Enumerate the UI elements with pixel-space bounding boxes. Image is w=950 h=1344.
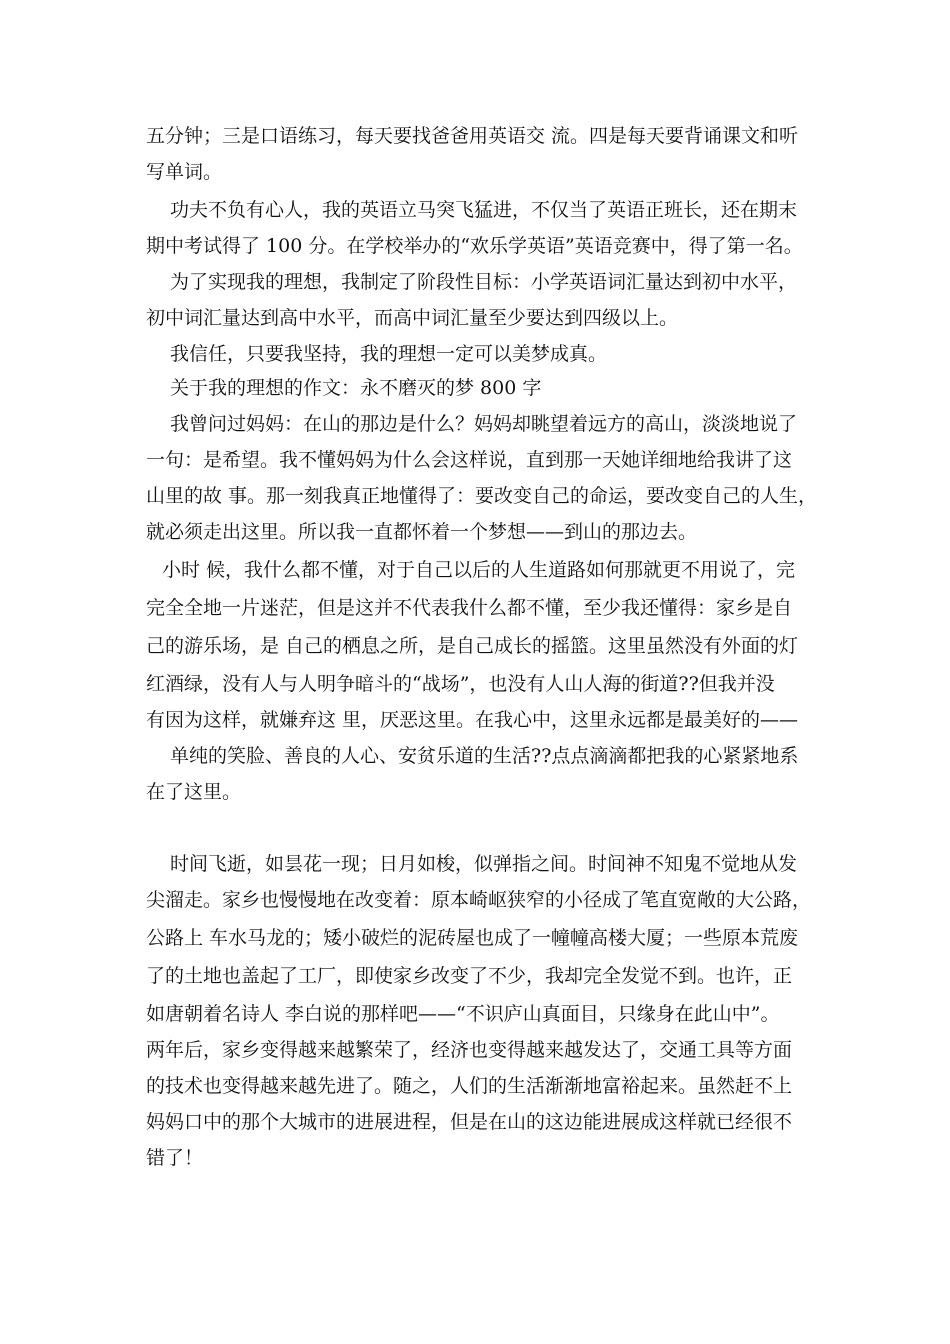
text-line: 期中考试得了 100 分。在学校举办的“欢乐学英语”英语竞赛中，得了第一名。 bbox=[146, 235, 803, 257]
text-line: 妈妈口中的那个大城市的进展进程，但是在山的这边能进展成这样就已经很不 bbox=[146, 1111, 793, 1133]
text-line: 在了这里。 bbox=[146, 781, 242, 803]
text-line: 己的游乐场，是 自己的栖息之所，是自己成长的摇篮。这里虽然没有外面的灯 bbox=[146, 635, 799, 657]
text-line: 关于我的理想的作文：永不磨灭的梦 800 字 bbox=[170, 377, 542, 399]
text-line: 公路上 车水马龙的；矮小破烂的泥砖屋也成了一幢幢高楼大厦；一些原本荒废 bbox=[146, 927, 799, 949]
text-line: 我曾问过妈妈：在山的那边是什么？妈妈却眺望着远方的高山，淡淡地说了 bbox=[170, 413, 798, 435]
text-line: 初中词汇量达到高中水平，而高中词汇量至少要达到四级以上。 bbox=[146, 307, 679, 329]
text-line: 五分钟；三是口语练习，每天要找爸爸用英语交 流。四是每天要背诵课文和听 bbox=[146, 125, 799, 147]
text-line: 山里的故 事。那一刻我真正地懂得了：要改变自己的命运，要改变自己的人生， bbox=[146, 485, 818, 507]
text-line: 了的土地也盖起了工厂，即使家乡改变了不少，我却完全发觉不到。也许，正 bbox=[146, 965, 793, 987]
text-line: 小时 候，我什么都不懂，对于自己以后的人生道路如何那就更不用说了，完 bbox=[162, 559, 796, 581]
text-line: 为了实现我的理想，我制定了阶段性目标：小学英语词汇量达到初中水平， bbox=[170, 271, 798, 293]
text-line: 完全全地一片迷茫，但是这并不代表我什么都不懂，至少我还懂得：家乡是自 bbox=[146, 597, 793, 619]
text-line: 的技术也变得越来越先进了。随之，人们的生活渐渐地富裕起来。虽然赶不上 bbox=[146, 1075, 793, 1097]
text-line: 写单词。 bbox=[146, 161, 223, 183]
text-line: 我信任，只要我坚持，我的理想一定可以美梦成真。 bbox=[170, 343, 608, 365]
text-line: 功夫不负有心人，我的英语立马突飞猛进，不仅当了英语正班长，还在期末 bbox=[170, 199, 798, 221]
text-line: 如唐朝着名诗人 李白说的那样吧——“不识庐山真面目，只缘身在此山中”。 bbox=[146, 1003, 780, 1025]
text-line: 单纯的笑脸、善良的人心、安贫乐道的生活??点点滴滴都把我的心紧紧地系 bbox=[170, 745, 799, 767]
text-line: 时间飞逝，如昙花一现；日月如梭，似弹指之间。时间神不知鬼不觉地从发 bbox=[170, 853, 798, 875]
text-line: 就必须走出这里。所以我一直都怀着一个梦想——到山的那边去。 bbox=[146, 521, 698, 543]
text-line: 红酒绿，没有人与人明争暗斗的“战场”，也没有人山人海的街道??但我并没 bbox=[146, 673, 775, 695]
text-line: 一句：是希望。我不懂妈妈为什么会这样说，直到那一天她详细地给我讲了这 bbox=[146, 449, 793, 471]
text-line: 尖溜走。家乡也慢慢地在改变着：原本崎岖狭窄的小径成了笔直宽敞的大公路， bbox=[146, 889, 812, 911]
text-line: 有因为这样，就嫌弃这 里，厌恶这里。在我心中，这里永远都是最美好的—— bbox=[146, 709, 799, 731]
text-line: 错了！ bbox=[146, 1147, 204, 1169]
text-line: 两年后，家乡变得越来越繁荣了，经济也变得越来越发达了，交通工具等方面 bbox=[146, 1039, 793, 1061]
